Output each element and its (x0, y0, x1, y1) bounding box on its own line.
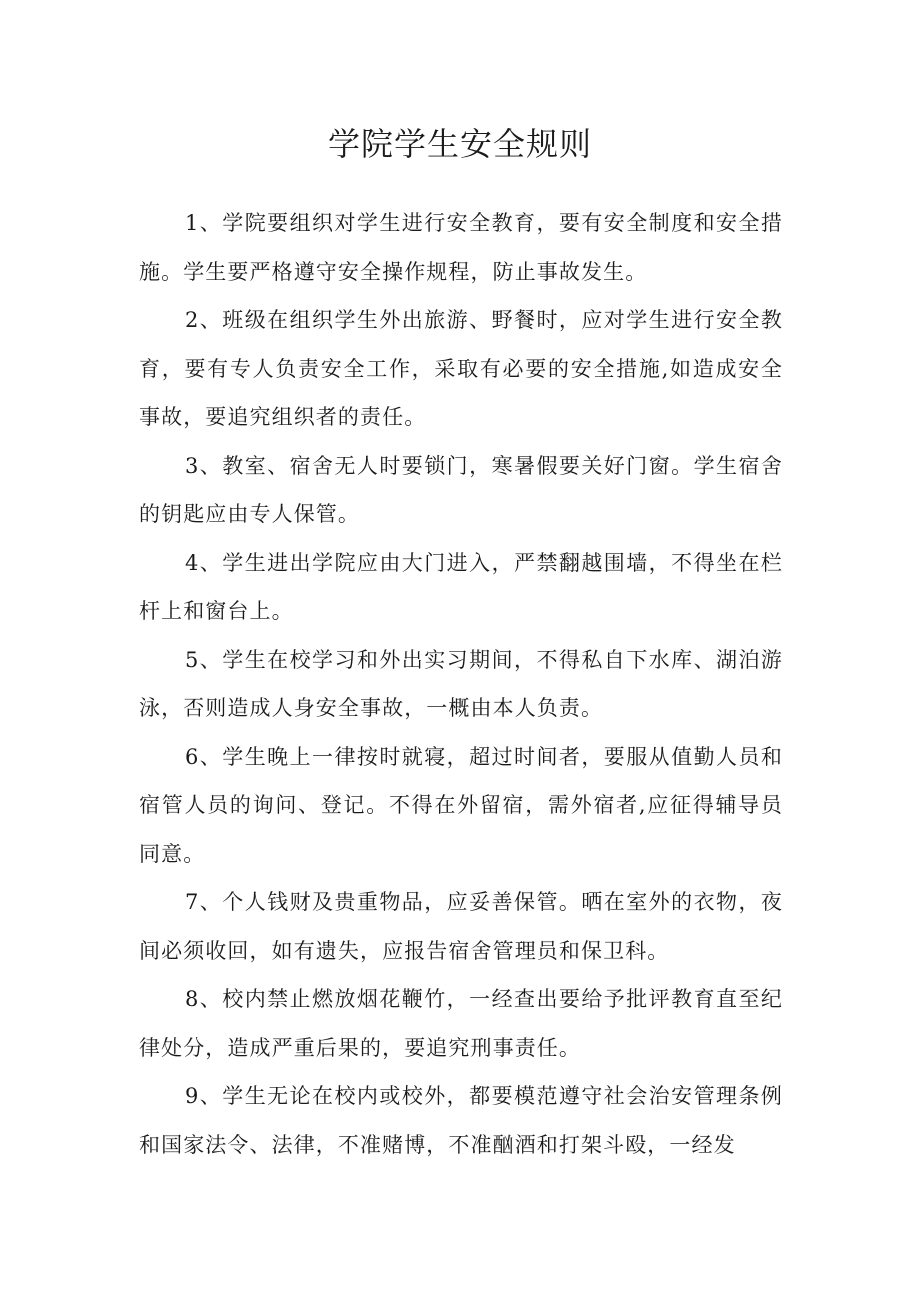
rule-paragraph-6: 6、学生晚上一律按时就寝，超过时间者，要服从值勤人员和宿管人员的询问、登记。不得在外留宿，需外宿者,应征得辅导员同意。 (139, 744, 783, 866)
rule-paragraph-4: 4、学生进出学院应由大门进入，严禁翻越围墙，不得坐在栏杆上和窗台上。 (139, 550, 783, 623)
rule-paragraph-1: 1、学院要组织对学生进行安全教育，要有安全制度和安全措施。学生要严格遵守安全操作规程，防止事故发生。 (139, 211, 783, 284)
rule-paragraph-8: 8、校内禁止燃放烟花鞭竹，一经查出要给予批评教育直至纪律处分，造成严重后果的，要追究刑事责任。 (139, 987, 783, 1060)
rule-paragraph-7: 7、个人钱财及贵重物品，应妥善保管。晒在室外的衣物，夜间必须收回，如有遗失，应报告宿舍管理员和保卫科。 (139, 890, 783, 963)
rule-paragraph-5: 5、学生在校学习和外出实习期间，不得私自下水库、湖泊游泳，否则造成人身安全事故，一概由本人负责。 (139, 647, 783, 720)
rule-paragraph-3: 3、教室、宿舍无人时要锁门，寒暑假要关好门窗。学生宿舍的钥匙应由专人保管。 (139, 453, 783, 526)
rule-paragraph-9: 9、学生无论在校内或校外，都要模范遵守社会治安管理条例和国家法令、法律，不准赌博，不准酗酒和打架斗殴，一经发 (139, 1084, 783, 1157)
document-body (139, 199, 783, 1169)
document-title: 学院学生安全规则 (327, 125, 592, 163)
rule-paragraph-2: 2、班级在组织学生外出旅游、野餐时，应对学生进行安全教育，要有专人负责安全工作，采取有必要的安全措施,如造成安全事故，要追究组织者的责任。 (139, 308, 783, 429)
